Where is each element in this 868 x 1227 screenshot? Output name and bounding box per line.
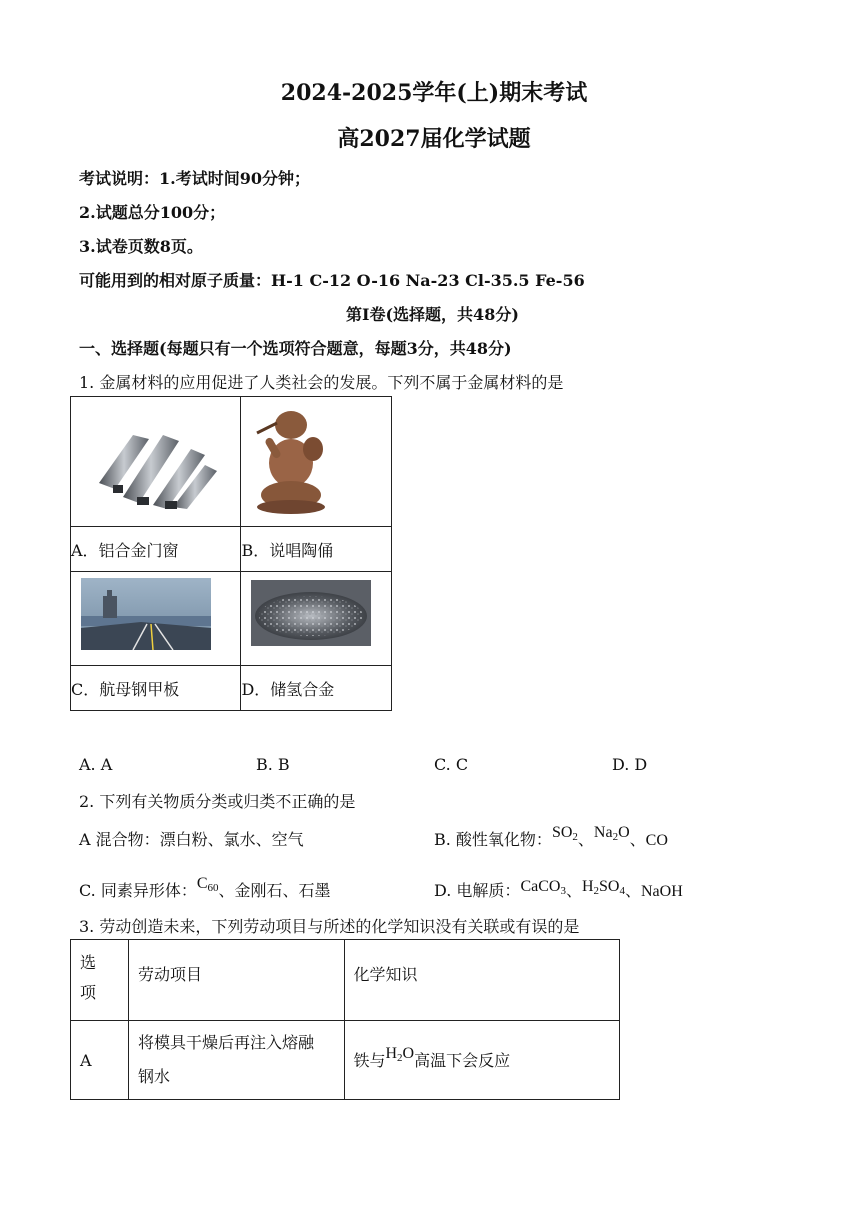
formula-h2so4: $H_2SO_4$ [581,878,625,897]
instruction-line-3: 3.试卷页数8页。 [79,237,203,256]
q1-cell-image-a [71,397,241,527]
q1-option-a: A. A [79,755,113,774]
formula-c60: $C_{60}$ [196,875,219,894]
formula-h2o: $H_2O$ [385,1045,415,1064]
q3-header-knowledge: 化学知识 [345,940,620,1021]
q1-cell-label-a: A．铝合金门窗 [71,527,241,572]
q2-option-d: D. 电解质：CaCO$_3$、$H_2SO_4$、NaOH [434,878,683,900]
section-heading: 一、选择题(每题只有一个选项符合题意，每题3分，共48分) [79,339,512,358]
part1-heading: 第I卷(选择题，共48分) [346,305,519,324]
q3-row-a-project: 将模具干燥后再注入熔融 钢水 [129,1021,345,1100]
q1-cell-image-b [241,397,392,527]
pottery-figurine-image [251,403,341,517]
q1-option-d: D. D [612,755,648,774]
q3-row-a-option: A [71,1021,129,1100]
q1-cell-label-c: C．航母钢甲板 [71,666,241,711]
q2-option-b: B. 酸性氧化物：$SO_2$、$Na_2O$、CO [434,824,668,849]
q2-option-b-prefix: B. 酸性氧化物： [434,830,552,849]
atomic-mass-line: 可能用到的相对原子质量：H-1 C-12 O-16 Na-23 Cl-35.5 Fe-56 [79,271,585,290]
q3-header-project: 劳动项目 [129,940,345,1021]
exam-title: 2024-2025学年(上)期末考试 [280,80,588,106]
hydrogen-storage-alloy-image [251,580,371,646]
q1-image-table [70,396,392,711]
q3-row-a-knowledge: 铁与$H_2O$高温下会反应 [345,1021,620,1100]
q1-cell-image-d [241,572,392,666]
q1-option-c: C. C [434,755,469,774]
formula-so2: $SO_2$ [551,824,578,843]
q2-option-a: A 混合物：漂白粉、氯水、空气 [79,830,304,849]
q2-stem: 2. 下列有关物质分类或归类不正确的是 [79,792,356,811]
q2-option-c-suffix: 、金刚石、石墨 [218,881,331,900]
q2-option-c [79,875,331,902]
q3-header-option: 选 项 [71,940,129,1021]
aluminum-profile-image [93,405,221,511]
q1-option-b: B. B [256,755,290,774]
q1-stem: 1. 金属材料的应用促进了人类社会的发展。下列不属于金属材料的是 [79,373,564,392]
q1-cell-label-d: D．储氢合金 [241,666,392,711]
formula-naoh: NaOH [640,883,683,900]
q3-table [70,939,620,1100]
formula-co: CO [645,832,668,849]
q2-option-c-prefix: C. 同素异形体： [79,881,197,900]
q1-cell-label-b: B．说唱陶俑 [241,527,392,572]
q1-cell-image-c [71,572,241,666]
exam-subtitle: 高2027届化学试题 [337,126,531,152]
q3-stem: 3. 劳动创造未来，下列劳动项目与所述的化学知识没有关联或有误的是 [79,917,580,936]
instruction-line-1: 考试说明：1.考试时间90分钟； [79,169,310,188]
formula-na2o: $Na_2O$ [593,824,630,843]
instruction-line-2: 2.试题总分100分； [79,203,226,222]
formula-caco3: CaCO$_3$ [520,878,566,897]
q2-option-d-prefix: D. 电解质： [434,881,521,900]
aircraft-carrier-deck-image [81,578,211,650]
